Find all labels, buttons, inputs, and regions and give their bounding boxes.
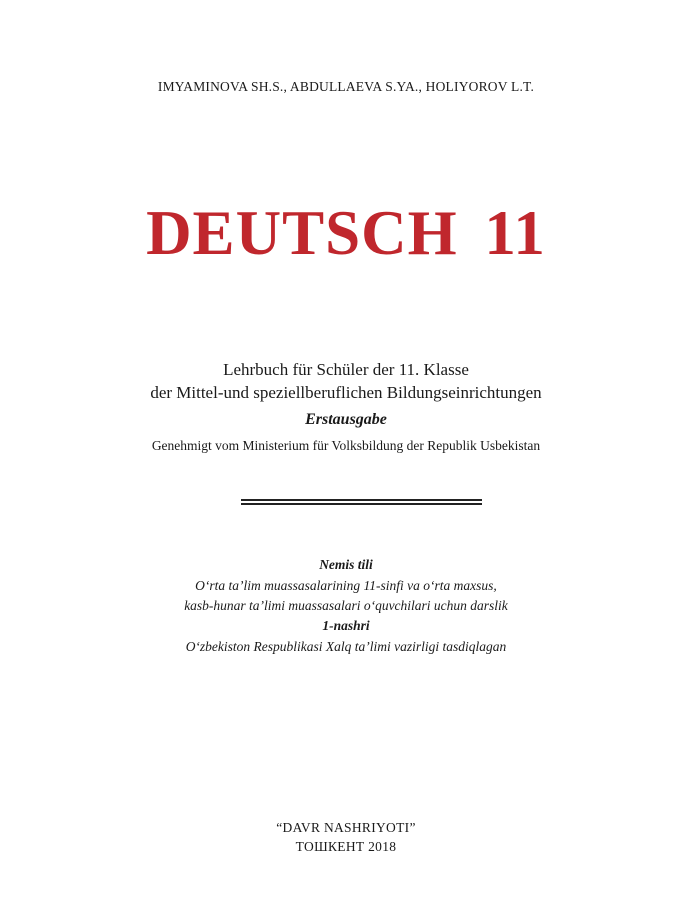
authors: IMYAMINOVA SH.S., ABDULLAEVA S.YA., HOLIYOROV L.T. xyxy=(157,79,535,94)
uzbek-approval: O‘zbekiston Respublikasi Xalq ta’limi vazirligi tasdiqlagan xyxy=(185,639,507,654)
double-divider xyxy=(241,499,482,506)
publisher-name: “DAVR NASHRIYOTI” xyxy=(276,820,416,835)
uzbek-description-line-1: O‘rta ta’lim muassasalarining 11-sinfi va o‘rta maxsus, xyxy=(195,578,497,593)
divider-bar-top xyxy=(241,499,482,501)
book-title: DEUTSCH 11 xyxy=(146,198,546,268)
uzbek-edition: 1-nashri xyxy=(322,618,370,633)
uzbek-subject: Nemis tili xyxy=(319,557,373,572)
subtitle-line-2: der Mittel-und speziellberuflichen Bildungseinrichtungen xyxy=(150,383,542,402)
uzbek-description-line-2: kasb-hunar ta’limi muassasalari o‘quvchilari uchun darslik xyxy=(184,598,508,613)
subtitle-line-1: Lehrbuch für Schüler der 11. Klasse xyxy=(223,360,469,379)
divider-bar-bottom xyxy=(241,503,482,505)
city-year: ТОШКЕНТ 2018 xyxy=(295,839,397,854)
edition-label: Erstausgabe xyxy=(305,411,387,428)
approval-note: Genehmigt vom Ministerium für Volksbildung der Republik Usbekistan xyxy=(151,438,541,453)
